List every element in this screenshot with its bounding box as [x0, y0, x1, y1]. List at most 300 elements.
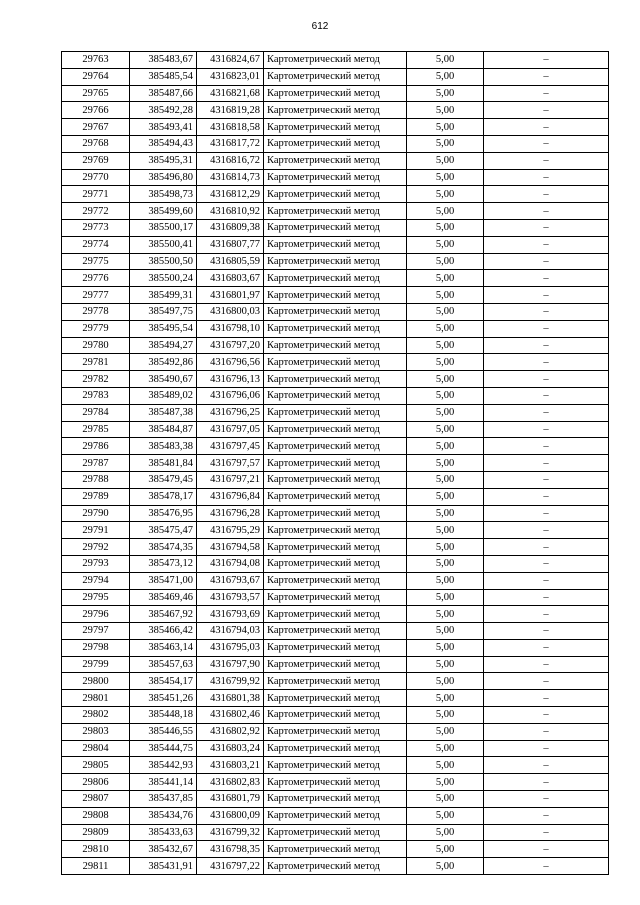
point-number-cell: 29767: [62, 119, 130, 136]
y-coordinate-cell: 4316797,90: [197, 656, 264, 673]
y-coordinate-cell: 4316809,38: [197, 219, 264, 236]
table-row: [62, 471, 609, 488]
accuracy-cell: 5,00: [407, 505, 484, 522]
y-coordinate-cell: 4316805,59: [197, 253, 264, 270]
accuracy-cell: 5,00: [407, 555, 484, 572]
point-number-cell: 29779: [62, 320, 130, 337]
accuracy-cell: 5,00: [407, 488, 484, 505]
x-coordinate-cell: 385478,17: [130, 488, 197, 505]
method-cell: Картометрический метод: [264, 119, 407, 136]
y-coordinate-cell: 4316798,35: [197, 841, 264, 858]
method-cell: Картометрический метод: [264, 186, 407, 203]
point-number-cell: 29800: [62, 673, 130, 690]
method-cell: Картометрический метод: [264, 471, 407, 488]
point-number-cell: 29788: [62, 471, 130, 488]
y-coordinate-cell: 4316794,08: [197, 555, 264, 572]
method-cell: Картометрический метод: [264, 455, 407, 472]
table-row: [62, 455, 609, 472]
point-number-cell: 29763: [62, 52, 130, 69]
table-row: [62, 354, 609, 371]
note-cell: –: [484, 219, 609, 236]
table-row: [62, 371, 609, 388]
method-cell: Картометрический метод: [264, 303, 407, 320]
note-cell: –: [484, 623, 609, 640]
accuracy-cell: 5,00: [407, 68, 484, 85]
point-number-cell: 29780: [62, 337, 130, 354]
point-number-cell: 29807: [62, 791, 130, 808]
note-cell: –: [484, 169, 609, 186]
method-cell: Картометрический метод: [264, 555, 407, 572]
y-coordinate-cell: 4316793,57: [197, 589, 264, 606]
x-coordinate-cell: 385434,76: [130, 807, 197, 824]
method-cell: Картометрический метод: [264, 707, 407, 724]
accuracy-cell: 5,00: [407, 337, 484, 354]
table-row: [62, 135, 609, 152]
y-coordinate-cell: 4316810,92: [197, 203, 264, 220]
x-coordinate-cell: 385432,67: [130, 841, 197, 858]
x-coordinate-cell: 385483,38: [130, 438, 197, 455]
table-row: [62, 438, 609, 455]
x-coordinate-cell: 385467,92: [130, 606, 197, 623]
table-row: [62, 119, 609, 136]
x-coordinate-cell: 385499,31: [130, 287, 197, 304]
method-cell: Картометрический метод: [264, 371, 407, 388]
x-coordinate-cell: 385500,17: [130, 219, 197, 236]
note-cell: –: [484, 673, 609, 690]
method-cell: Картометрический метод: [264, 606, 407, 623]
y-coordinate-cell: 4316803,24: [197, 740, 264, 757]
method-cell: Картометрический метод: [264, 421, 407, 438]
x-coordinate-cell: 385474,35: [130, 539, 197, 556]
point-number-cell: 29781: [62, 354, 130, 371]
y-coordinate-cell: 4316824,67: [197, 52, 264, 69]
y-coordinate-cell: 4316802,92: [197, 723, 264, 740]
point-number-cell: 29794: [62, 572, 130, 589]
point-number-cell: 29776: [62, 270, 130, 287]
point-number-cell: 29802: [62, 707, 130, 724]
x-coordinate-cell: 385446,55: [130, 723, 197, 740]
note-cell: –: [484, 354, 609, 371]
accuracy-cell: 5,00: [407, 203, 484, 220]
method-cell: Картометрический метод: [264, 740, 407, 757]
y-coordinate-cell: 4316796,28: [197, 505, 264, 522]
method-cell: Картометрический метод: [264, 639, 407, 656]
table-row: [62, 303, 609, 320]
note-cell: –: [484, 303, 609, 320]
x-coordinate-cell: 385451,26: [130, 690, 197, 707]
table-row: [62, 791, 609, 808]
accuracy-cell: 5,00: [407, 757, 484, 774]
point-number-cell: 29801: [62, 690, 130, 707]
x-coordinate-cell: 385469,46: [130, 589, 197, 606]
table-row: [62, 387, 609, 404]
method-cell: Картометрический метод: [264, 52, 407, 69]
note-cell: –: [484, 723, 609, 740]
note-cell: –: [484, 287, 609, 304]
accuracy-cell: 5,00: [407, 135, 484, 152]
note-cell: –: [484, 438, 609, 455]
accuracy-cell: 5,00: [407, 253, 484, 270]
point-number-cell: 29770: [62, 169, 130, 186]
note-cell: –: [484, 707, 609, 724]
method-cell: Картометрический метод: [264, 236, 407, 253]
table-row: [62, 673, 609, 690]
table-row: [62, 287, 609, 304]
y-coordinate-cell: 4316812,29: [197, 186, 264, 203]
accuracy-cell: 5,00: [407, 371, 484, 388]
accuracy-cell: 5,00: [407, 707, 484, 724]
x-coordinate-cell: 385483,67: [130, 52, 197, 69]
x-coordinate-cell: 385494,43: [130, 135, 197, 152]
table-row: [62, 707, 609, 724]
note-cell: –: [484, 807, 609, 824]
point-number-cell: 29790: [62, 505, 130, 522]
table-row: [62, 85, 609, 102]
x-coordinate-cell: 385497,75: [130, 303, 197, 320]
accuracy-cell: 5,00: [407, 236, 484, 253]
accuracy-cell: 5,00: [407, 438, 484, 455]
y-coordinate-cell: 4316795,03: [197, 639, 264, 656]
method-cell: Картометрический метод: [264, 623, 407, 640]
accuracy-cell: 5,00: [407, 455, 484, 472]
accuracy-cell: 5,00: [407, 119, 484, 136]
point-number-cell: 29809: [62, 824, 130, 841]
x-coordinate-cell: 385487,38: [130, 404, 197, 421]
accuracy-cell: 5,00: [407, 606, 484, 623]
page-number: 612: [311, 21, 329, 32]
note-cell: –: [484, 68, 609, 85]
accuracy-cell: 5,00: [407, 404, 484, 421]
x-coordinate-cell: 385466,42: [130, 623, 197, 640]
accuracy-cell: 5,00: [407, 471, 484, 488]
point-number-cell: 29803: [62, 723, 130, 740]
x-coordinate-cell: 385485,54: [130, 68, 197, 85]
table-row: [62, 824, 609, 841]
note-cell: –: [484, 270, 609, 287]
y-coordinate-cell: 4316803,21: [197, 757, 264, 774]
method-cell: Картометрический метод: [264, 505, 407, 522]
method-cell: Картометрический метод: [264, 656, 407, 673]
accuracy-cell: 5,00: [407, 85, 484, 102]
coordinates-table-body: [62, 52, 609, 875]
x-coordinate-cell: 385490,67: [130, 371, 197, 388]
accuracy-cell: 5,00: [407, 354, 484, 371]
x-coordinate-cell: 385473,12: [130, 555, 197, 572]
note-cell: –: [484, 203, 609, 220]
x-coordinate-cell: 385442,93: [130, 757, 197, 774]
note-cell: –: [484, 236, 609, 253]
x-coordinate-cell: 385500,24: [130, 270, 197, 287]
x-coordinate-cell: 385493,41: [130, 119, 197, 136]
point-number-cell: 29768: [62, 135, 130, 152]
point-number-cell: 29766: [62, 102, 130, 119]
x-coordinate-cell: 385441,14: [130, 774, 197, 791]
point-number-cell: 29804: [62, 740, 130, 757]
method-cell: Картометрический метод: [264, 589, 407, 606]
method-cell: Картометрический метод: [264, 438, 407, 455]
note-cell: –: [484, 253, 609, 270]
y-coordinate-cell: 4316816,72: [197, 152, 264, 169]
note-cell: –: [484, 589, 609, 606]
point-number-cell: 29798: [62, 639, 130, 656]
note-cell: –: [484, 371, 609, 388]
accuracy-cell: 5,00: [407, 723, 484, 740]
note-cell: –: [484, 186, 609, 203]
y-coordinate-cell: 4316799,92: [197, 673, 264, 690]
table-row: [62, 505, 609, 522]
note-cell: –: [484, 690, 609, 707]
table-row: [62, 606, 609, 623]
x-coordinate-cell: 385479,45: [130, 471, 197, 488]
point-number-cell: 29764: [62, 68, 130, 85]
method-cell: Картометрический метод: [264, 135, 407, 152]
note-cell: –: [484, 639, 609, 656]
accuracy-cell: 5,00: [407, 387, 484, 404]
note-cell: –: [484, 52, 609, 69]
method-cell: Картометрический метод: [264, 337, 407, 354]
method-cell: Картометрический метод: [264, 723, 407, 740]
note-cell: –: [484, 85, 609, 102]
table-row: [62, 337, 609, 354]
point-number-cell: 29778: [62, 303, 130, 320]
accuracy-cell: 5,00: [407, 169, 484, 186]
point-number-cell: 29791: [62, 522, 130, 539]
note-cell: –: [484, 488, 609, 505]
point-number-cell: 29789: [62, 488, 130, 505]
point-number-cell: 29799: [62, 656, 130, 673]
note-cell: –: [484, 740, 609, 757]
method-cell: Картометрический метод: [264, 522, 407, 539]
table-row: [62, 320, 609, 337]
method-cell: Картометрический метод: [264, 219, 407, 236]
accuracy-cell: 5,00: [407, 639, 484, 656]
accuracy-cell: 5,00: [407, 623, 484, 640]
y-coordinate-cell: 4316796,25: [197, 404, 264, 421]
note-cell: –: [484, 404, 609, 421]
y-coordinate-cell: 4316797,22: [197, 858, 264, 875]
y-coordinate-cell: 4316796,84: [197, 488, 264, 505]
accuracy-cell: 5,00: [407, 690, 484, 707]
y-coordinate-cell: 4316801,97: [197, 287, 264, 304]
point-number-cell: 29793: [62, 555, 130, 572]
method-cell: Картометрический метод: [264, 774, 407, 791]
point-number-cell: 29774: [62, 236, 130, 253]
x-coordinate-cell: 385495,54: [130, 320, 197, 337]
accuracy-cell: 5,00: [407, 774, 484, 791]
point-number-cell: 29784: [62, 404, 130, 421]
accuracy-cell: 5,00: [407, 219, 484, 236]
table-row: [62, 656, 609, 673]
y-coordinate-cell: 4316797,45: [197, 438, 264, 455]
method-cell: Картометрический метод: [264, 102, 407, 119]
y-coordinate-cell: 4316797,57: [197, 455, 264, 472]
note-cell: –: [484, 337, 609, 354]
point-number-cell: 29811: [62, 858, 130, 875]
point-number-cell: 29810: [62, 841, 130, 858]
point-number-cell: 29787: [62, 455, 130, 472]
accuracy-cell: 5,00: [407, 589, 484, 606]
point-number-cell: 29786: [62, 438, 130, 455]
y-coordinate-cell: 4316802,46: [197, 707, 264, 724]
x-coordinate-cell: 385475,47: [130, 522, 197, 539]
y-coordinate-cell: 4316801,79: [197, 791, 264, 808]
note-cell: –: [484, 757, 609, 774]
method-cell: Картометрический метод: [264, 807, 407, 824]
y-coordinate-cell: 4316794,03: [197, 623, 264, 640]
y-coordinate-cell: 4316802,83: [197, 774, 264, 791]
method-cell: Картометрический метод: [264, 673, 407, 690]
y-coordinate-cell: 4316800,03: [197, 303, 264, 320]
table-row: [62, 623, 609, 640]
accuracy-cell: 5,00: [407, 186, 484, 203]
y-coordinate-cell: 4316794,58: [197, 539, 264, 556]
y-coordinate-cell: 4316799,32: [197, 824, 264, 841]
note-cell: –: [484, 102, 609, 119]
table-row: [62, 270, 609, 287]
table-row: [62, 858, 609, 875]
x-coordinate-cell: 385489,02: [130, 387, 197, 404]
note-cell: –: [484, 606, 609, 623]
table-row: [62, 236, 609, 253]
y-coordinate-cell: 4316795,29: [197, 522, 264, 539]
table-row: [62, 522, 609, 539]
point-number-cell: 29772: [62, 203, 130, 220]
table-row: [62, 740, 609, 757]
table-row: [62, 52, 609, 69]
point-number-cell: 29771: [62, 186, 130, 203]
table-row: [62, 421, 609, 438]
method-cell: Картометрический метод: [264, 203, 407, 220]
note-cell: –: [484, 774, 609, 791]
table-row: [62, 757, 609, 774]
note-cell: –: [484, 841, 609, 858]
accuracy-cell: 5,00: [407, 572, 484, 589]
method-cell: Картометрический метод: [264, 572, 407, 589]
point-number-cell: 29769: [62, 152, 130, 169]
accuracy-cell: 5,00: [407, 421, 484, 438]
x-coordinate-cell: 385495,31: [130, 152, 197, 169]
x-coordinate-cell: 385484,87: [130, 421, 197, 438]
accuracy-cell: 5,00: [407, 152, 484, 169]
table-row: [62, 488, 609, 505]
accuracy-cell: 5,00: [407, 303, 484, 320]
table-row: [62, 186, 609, 203]
coordinates-table: [61, 51, 609, 875]
method-cell: Картометрический метод: [264, 757, 407, 774]
y-coordinate-cell: 4316797,21: [197, 471, 264, 488]
accuracy-cell: 5,00: [407, 841, 484, 858]
accuracy-cell: 5,00: [407, 807, 484, 824]
table-row: [62, 539, 609, 556]
accuracy-cell: 5,00: [407, 656, 484, 673]
note-cell: –: [484, 387, 609, 404]
point-number-cell: 29777: [62, 287, 130, 304]
method-cell: Картометрический метод: [264, 320, 407, 337]
point-number-cell: 29775: [62, 253, 130, 270]
point-number-cell: 29797: [62, 623, 130, 640]
point-number-cell: 29783: [62, 387, 130, 404]
y-coordinate-cell: 4316821,68: [197, 85, 264, 102]
y-coordinate-cell: 4316819,28: [197, 102, 264, 119]
y-coordinate-cell: 4316800,09: [197, 807, 264, 824]
y-coordinate-cell: 4316814,73: [197, 169, 264, 186]
y-coordinate-cell: 4316793,69: [197, 606, 264, 623]
accuracy-cell: 5,00: [407, 673, 484, 690]
x-coordinate-cell: 385476,95: [130, 505, 197, 522]
y-coordinate-cell: 4316817,72: [197, 135, 264, 152]
point-number-cell: 29805: [62, 757, 130, 774]
accuracy-cell: 5,00: [407, 791, 484, 808]
method-cell: Картометрический метод: [264, 152, 407, 169]
method-cell: Картометрический метод: [264, 841, 407, 858]
point-number-cell: 29785: [62, 421, 130, 438]
method-cell: Картометрический метод: [264, 791, 407, 808]
table-row: [62, 572, 609, 589]
x-coordinate-cell: 385454,17: [130, 673, 197, 690]
y-coordinate-cell: 4316818,58: [197, 119, 264, 136]
point-number-cell: 29808: [62, 807, 130, 824]
y-coordinate-cell: 4316807,77: [197, 236, 264, 253]
table-row: [62, 253, 609, 270]
note-cell: –: [484, 572, 609, 589]
table-row: [62, 102, 609, 119]
x-coordinate-cell: 385463,14: [130, 639, 197, 656]
y-coordinate-cell: 4316796,56: [197, 354, 264, 371]
point-number-cell: 29773: [62, 219, 130, 236]
point-number-cell: 29792: [62, 539, 130, 556]
x-coordinate-cell: 385448,18: [130, 707, 197, 724]
method-cell: Картометрический метод: [264, 68, 407, 85]
note-cell: –: [484, 471, 609, 488]
method-cell: Картометрический метод: [264, 690, 407, 707]
accuracy-cell: 5,00: [407, 270, 484, 287]
method-cell: Картометрический метод: [264, 169, 407, 186]
method-cell: Картометрический метод: [264, 488, 407, 505]
table-row: [62, 807, 609, 824]
x-coordinate-cell: 385492,86: [130, 354, 197, 371]
x-coordinate-cell: 385457,63: [130, 656, 197, 673]
y-coordinate-cell: 4316797,20: [197, 337, 264, 354]
note-cell: –: [484, 152, 609, 169]
y-coordinate-cell: 4316798,10: [197, 320, 264, 337]
note-cell: –: [484, 656, 609, 673]
x-coordinate-cell: 385498,73: [130, 186, 197, 203]
method-cell: Картометрический метод: [264, 270, 407, 287]
y-coordinate-cell: 4316793,67: [197, 572, 264, 589]
note-cell: –: [484, 858, 609, 875]
note-cell: –: [484, 555, 609, 572]
x-coordinate-cell: 385431,91: [130, 858, 197, 875]
note-cell: –: [484, 505, 609, 522]
table-row: [62, 219, 609, 236]
accuracy-cell: 5,00: [407, 858, 484, 875]
table-row: [62, 555, 609, 572]
x-coordinate-cell: 385494,27: [130, 337, 197, 354]
note-cell: –: [484, 791, 609, 808]
table-row: [62, 774, 609, 791]
table-row: [62, 169, 609, 186]
x-coordinate-cell: 385437,85: [130, 791, 197, 808]
table-row: [62, 589, 609, 606]
accuracy-cell: 5,00: [407, 102, 484, 119]
x-coordinate-cell: 385496,80: [130, 169, 197, 186]
x-coordinate-cell: 385499,60: [130, 203, 197, 220]
accuracy-cell: 5,00: [407, 539, 484, 556]
method-cell: Картометрический метод: [264, 85, 407, 102]
note-cell: –: [484, 455, 609, 472]
x-coordinate-cell: 385492,28: [130, 102, 197, 119]
table-row: [62, 639, 609, 656]
